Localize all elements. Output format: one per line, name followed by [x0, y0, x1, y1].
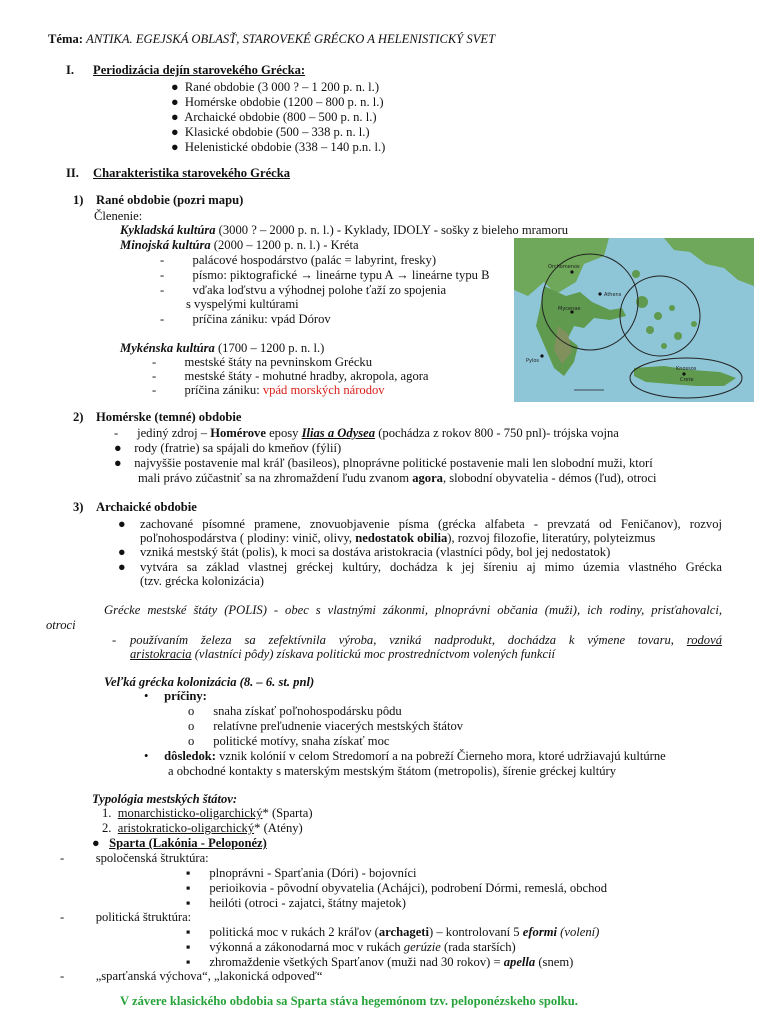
pol-item: ▪ zhromaždenie všetkých Sparťanov (muži nad 30 rokov) = apella (snem)	[186, 955, 574, 969]
typologia-item: 2. aristokraticko-oligarchický* (Atény)	[102, 821, 303, 835]
minojska-item: - príčina zániku: vpád Dórov	[160, 312, 331, 326]
kolonizacia-heading: Veľká grécka kolonizácia (8. – 6. st. pnl)	[104, 675, 315, 689]
map-label-orchomenos: Orchomenos	[548, 264, 580, 270]
archaicke-bullet: ●	[118, 517, 126, 531]
spol-item: ▪ heilóti (otroci - zajatci, štátny majetok)	[186, 896, 406, 910]
homerske-heading: Homérske (temné) obdobie	[96, 410, 242, 424]
map-island	[669, 305, 675, 311]
spol-item: ▪ perioikovia - pôvodní obyvatelia (Achájci), podrobení Dórmi, remeslá, obchod	[186, 881, 607, 895]
minojska-item: - písmo: piktografické → lineárne typu A → lineárne typu B	[160, 268, 490, 282]
homerske-item: ● rody (fratrie) sa spájali do kmeňov (fýlií)	[114, 441, 342, 455]
minojska-item: - vďaka loďstvu a výhodnej polohe ťaží zo spojenia	[160, 283, 447, 297]
period-item: ● Homérske obdobie (1200 – 800 p. n. l.)	[171, 95, 384, 109]
rane-number: 1)	[73, 193, 84, 207]
map-island	[674, 332, 682, 340]
period-item: ● Helenistické obdobie (338 – 140 p.n. l.)	[171, 140, 386, 154]
dosledok-line-cont: a obchodné kontakty s materským mestským štátom (metropolis), šírenie gréckej kultúry	[168, 764, 617, 778]
archaicke-item-cont: poľnohospodárstva ( plodiny: vinič, olivy, nedostatok obilia), rozvoj filozofie, literatúry, polyteizmus	[140, 531, 656, 545]
section-i-heading: Periodizácia dejín starovekého Grécka:	[93, 63, 306, 77]
map-label-crete: Crete	[680, 377, 694, 383]
pol-item: ▪ politická moc v rukách 2 kráľov (archageti) – kontrolovaní 5 eformi (volení)	[186, 925, 600, 939]
minojska-item-cont: s vyspelými kultúrami	[186, 297, 299, 311]
homerske-item: - jediný zdroj – Homérove eposy Ilias a Odysea (pochádza z rokov 800 - 750 pnl)- trójska vojna	[114, 426, 619, 440]
dosledok-line: • dôsledok: vznik kolónií v celom Stredomorí a na pobreží Čierneho mora, ktoré udržiavajú kultúrne	[144, 749, 666, 763]
section-ii-number: II.	[66, 166, 79, 180]
map-city-dot	[682, 372, 685, 375]
period-item: ● Klasické obdobie (500 – 338 p. n. l.)	[171, 125, 370, 139]
polis-definition: Grécke mestské štáty (POLIS) - obec s vlastnými zákonmi, plnoprávni občania (muži), ich rodiny, prisťahovalci,	[104, 603, 722, 617]
map-island	[654, 312, 662, 320]
typologia-heading: Typológia mestských štátov:	[92, 792, 238, 806]
map-label-pylos: Pylos	[526, 358, 540, 364]
kykladska-line: Kykladská kultúra (3000 ? – 2000 p. n. l.) - Kyklady, IDOLY - sošky z bieleho mramoru	[120, 223, 568, 237]
map-island	[691, 321, 697, 327]
priciny-label: • príčiny:	[144, 689, 207, 703]
map-label-mycenae: Mycenae	[558, 306, 581, 312]
sparta-heading: ● Sparta (Lakónia - Peloponéz)	[92, 836, 267, 850]
pol-label: - politická štruktúra:	[60, 910, 192, 924]
period-item: ● Archaické obdobie (800 – 500 p. n. l.)	[171, 110, 377, 124]
map-city-dot	[540, 354, 543, 357]
typologia-item: 1. monarchisticko-oligarchický* (Sparta)	[102, 806, 313, 820]
map-label-knossos: Knossos	[676, 366, 697, 372]
mykenska-item: - mestské štáty na pevninskom Grécku	[152, 355, 372, 369]
priciny-item: o politické motívy, snaha získať moc	[188, 734, 390, 748]
minojska-line: Minojská kultúra (2000 – 1200 p. n. l.) - Kréta	[120, 238, 359, 252]
sparta-conclusion: V závere klasického obdobia sa Sparta stáva hegemónom tzv. peloponézskeho spolku.	[120, 994, 578, 1008]
archaicke-heading: Archaické obdobie	[96, 500, 197, 514]
archaicke-item: zachované písomné pramene, znovuobjavenie písma (grécka alfabeta - prevzatá od Feničanov), rozvoj	[140, 517, 722, 531]
archaicke-bullet: ●	[118, 545, 126, 559]
archaicke-item-cont: (tzv. grécka kolonizácia)	[140, 574, 265, 588]
polis-item: používaním železa sa zefektívnila výroba, vzniká nadprodukt, dochádza k výmene tovaru, rodová	[130, 633, 722, 647]
section-ii-heading: Charakteristika starovekého Grécka	[93, 166, 291, 180]
polis-dash: -	[112, 633, 117, 647]
archaicke-number: 3)	[73, 500, 84, 514]
page-title: Téma: ANTIKA. EGEJSKÁ OBLASŤ, STAROVEKÉ GRÉCKO A HELENISTICKÝ SVET	[48, 32, 496, 46]
priciny-item: o snaha získať poľnohospodársku pôdu	[188, 704, 402, 718]
mykenska-item: - mestské štáty - mohutné hradby, akropola, agora	[152, 369, 429, 383]
spol-label: - spoločenská štruktúra:	[60, 851, 209, 865]
mykenska-line: Mykénska kultúra (1700 – 1200 p. n. l.)	[120, 341, 325, 355]
pol-item: ▪ výkonná a zákonodarná moc v rukách gerúzie (rada starších)	[186, 940, 516, 954]
period-item: ● Rané obdobie (3 000 ? – 1 200 p. n. l.)	[171, 80, 380, 94]
map-city-dot	[570, 270, 573, 273]
priciny-item: o relatívne preľudnenie viacerých mestských štátov	[188, 719, 464, 733]
map-island	[632, 270, 640, 278]
map-island	[646, 326, 654, 334]
minojska-item: - palácové hospodárstvo (palác = labyrint, fresky)	[160, 253, 437, 267]
archaicke-bullet: ●	[118, 560, 126, 574]
clenenie-label: Členenie:	[94, 209, 143, 223]
section-i-number: I.	[66, 63, 75, 77]
mykenska-item: - príčina zániku: vpád morských národov	[152, 383, 385, 397]
archaicke-item: vytvára sa základ vlastnej gréckej kultúry, dochádza k jej šíreniu aj mimo územia vlastného Grécka	[140, 560, 722, 574]
map-island	[661, 343, 667, 349]
map-city-dot	[598, 292, 601, 295]
spol-item: ▪ plnoprávni - Sparťania (Dóri) - bojovníci	[186, 866, 417, 880]
archaicke-item: vzniká mestský štát (polis), k moci sa dostáva aristokracia (vlastníci pôdy, bol jej nedostatok)	[140, 545, 611, 559]
rane-heading: Rané obdobie (pozri mapu)	[96, 193, 244, 207]
vychova-line: - „sparťanská výchova“, „lakonická odpoveď“	[60, 969, 323, 983]
polis-item-cont: aristokracia (vlastníci pôdy) získava politickú moc prostredníctvom volených funkcií	[130, 647, 556, 661]
homerske-item-cont: mali právo zúčastniť sa na zhromaždení ľudu zvanom agora, slobodní obyvatelia - démos (ľud), otroci	[138, 471, 657, 485]
aegean-map	[514, 238, 754, 402]
homerske-number: 2)	[73, 410, 84, 424]
polis-definition-cont: otroci	[46, 618, 76, 632]
map-label-athens: Athens	[604, 292, 622, 298]
homerske-item: ● najvyššie postavenie mal kráľ (basileos), plnoprávne politické postavenie mali len slobodní muži, ktorí	[114, 456, 653, 470]
